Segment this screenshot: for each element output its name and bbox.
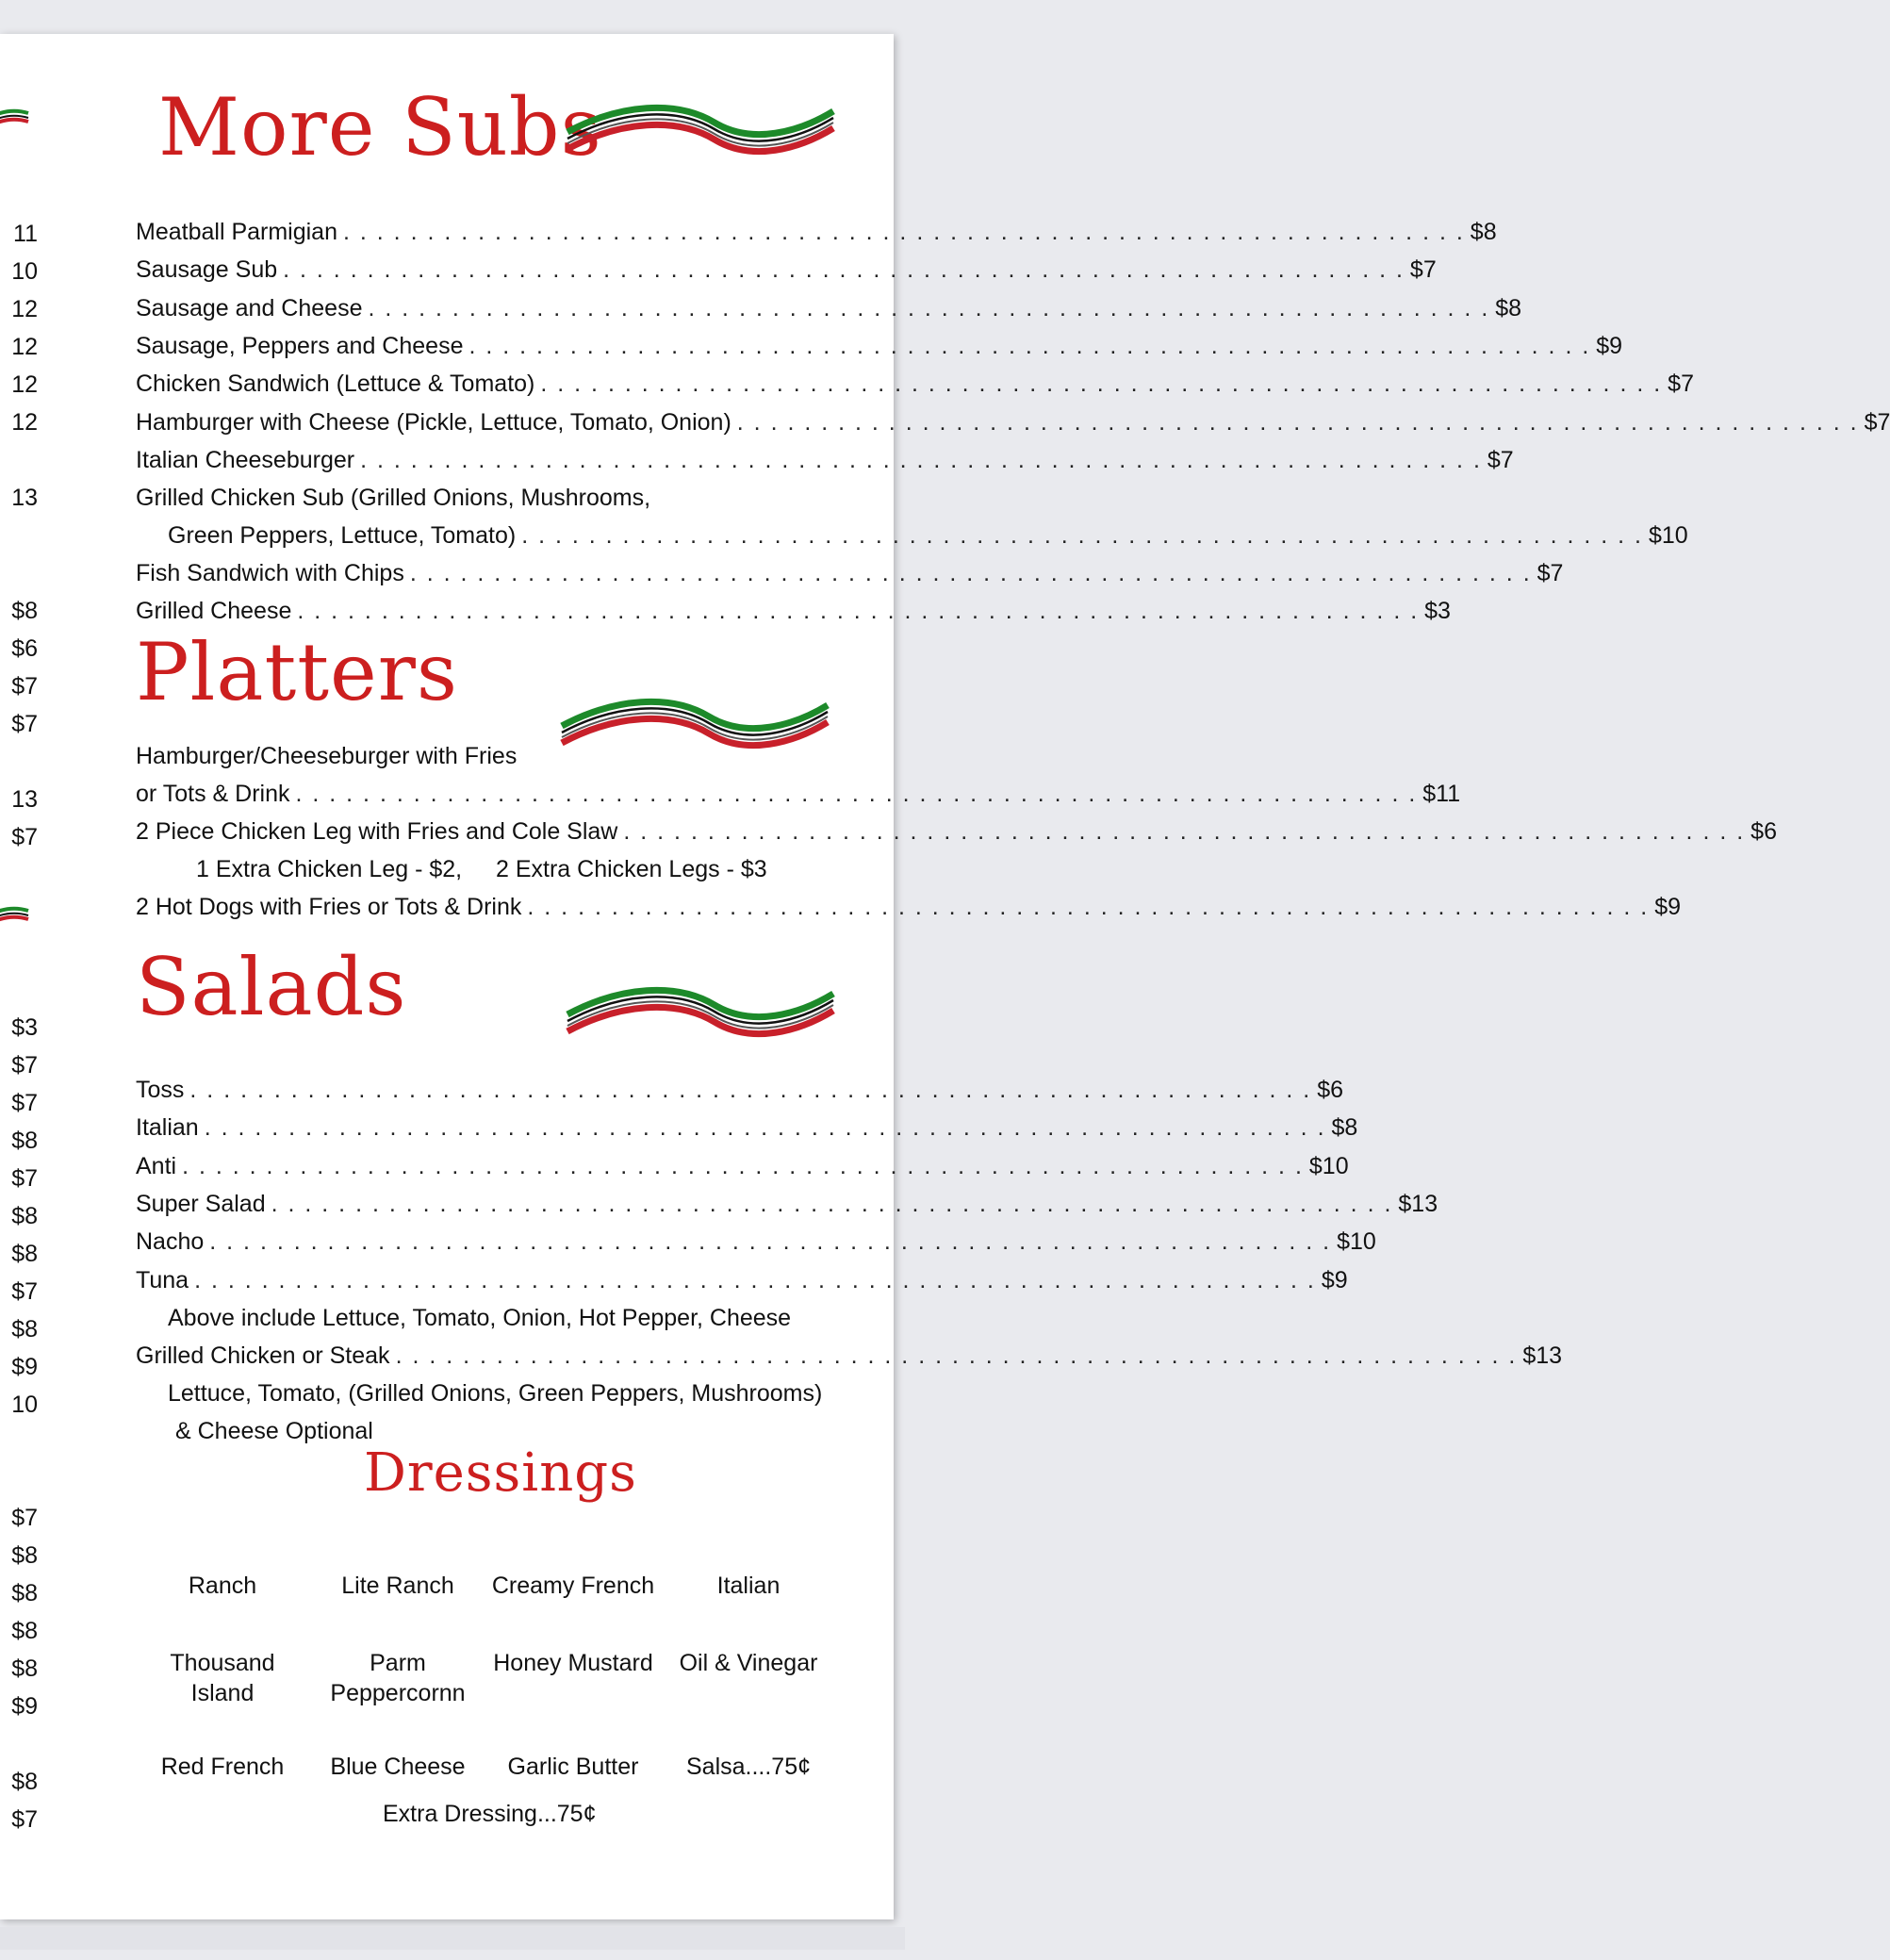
dot-leader: . . . . . . . . . . . . . . . . . . . . . . . . . . . . . . . . . . . . . . . . . . . . . . . . . . . . . . . . . . . . . . . . . . . <box>527 894 1650 920</box>
burger-platter-line1: Hamburger/Cheeseburger with Fries <box>136 743 518 769</box>
left-column-price: 11 <box>13 221 38 247</box>
left-column-price: $7 <box>11 824 38 850</box>
item-price: $10 <box>1308 1152 1349 1179</box>
dot-leader: . . . . . . . . . . . . . . . . . . . . . . . . . . . . . . . . . . . . . . . . . . . . . . . . . . . . . . . . . . . . . . . . . . . <box>271 1190 1393 1217</box>
more-subs-item <box>136 443 1514 481</box>
grilled-salad-note2: & Cheese Optional <box>175 1418 373 1444</box>
item-name: Grilled Chicken or Steak <box>136 1342 390 1369</box>
salad-item <box>136 1263 1348 1301</box>
left-column-price: 12 <box>11 371 38 398</box>
item-price: $6 <box>1750 818 1777 845</box>
left-column-price: $9 <box>11 1354 38 1380</box>
item-name: Nacho <box>136 1228 205 1256</box>
item-name: Italian Cheeseburger <box>136 446 355 473</box>
item-name: Toss <box>136 1077 185 1103</box>
item-price: $8 <box>1470 219 1497 245</box>
dot-leader: . . . . . . . . . . . . . . . . . . . . . . . . . . . . . . . . . . . . . . . . . . . . . . . . . . . . . . . . . . . . . . . . . . . <box>297 598 1420 624</box>
item-name: Sausage and Cheese <box>136 294 363 321</box>
left-column-price: 10 <box>11 1392 38 1418</box>
dot-leader: . . . . . . . . . . . . . . . . . . . . . . . . . . . . . . . . . . . . . . . . . . . . . . . . . . . . . . . . . . . . . . . . . . . <box>182 1152 1304 1179</box>
item-name: Fish Sandwich with Chips <box>136 560 404 586</box>
left-column-price: 12 <box>11 409 38 436</box>
wave-decoration-salads <box>564 977 837 1043</box>
dressing-option: Thousand Island <box>170 1650 275 1706</box>
item-name: or Tots & Drink <box>136 781 290 807</box>
dot-leader: . . . . . . . . . . . . . . . . . . . . . . . . . . . . . . . . . . . . . . . . . . . . . . . . . . . . . . . . . . . . . . . . . . . <box>468 332 1591 359</box>
item-price: $7 <box>1537 560 1564 586</box>
item-name: Anti <box>136 1152 177 1179</box>
left-column-price: $7 <box>11 1052 38 1079</box>
dot-leader: . . . . . . . . . . . . . . . . . . . . . . . . . . . . . . . . . . . . . . . . . . . . . . . . . . . . . . . . . . . . . . . . . . . <box>368 294 1490 321</box>
chicken-platter-item <box>136 815 1777 852</box>
left-column-price: $7 <box>11 1505 38 1531</box>
extra-chicken-two: 2 Extra Chicken Legs - $3 <box>496 856 767 882</box>
dressing-option: Red French <box>160 1754 285 1780</box>
item-price: $7 <box>1668 371 1694 398</box>
dressing-option: Ranch <box>188 1573 257 1599</box>
extra-dressing-note: Extra Dressing...75¢ <box>383 1801 597 1827</box>
dressing-option: Creamy French <box>491 1573 655 1599</box>
dressing-option: Honey Mustard <box>493 1650 653 1676</box>
item-price: $6 <box>1317 1077 1344 1103</box>
item-price: $7 <box>1409 256 1437 284</box>
item-price: $7 <box>1487 446 1514 473</box>
left-column-price: 10 <box>11 258 38 285</box>
dot-leader: . . . . . . . . . . . . . . . . . . . . . . . . . . . . . . . . . . . . . . . . . . . . . . . . . . . . . . . . . . . . . . . . . . . <box>623 818 1746 845</box>
dot-leader: . . . . . . . . . . . . . . . . . . . . . . . . . . . . . . . . . . . . . . . . . . . . . . . . . . . . . . . . . . . . . . . . . . . <box>521 522 1643 549</box>
dot-leader: . . . . . . . . . . . . . . . . . . . . . . . . . . . . . . . . . . . . . . . . . . . . . . . . . . . . . . . . . . . . . . . . . . . <box>204 1114 1326 1142</box>
grilled-chicken-steak-salad <box>136 1339 1563 1376</box>
item-name: Italian <box>136 1114 199 1142</box>
item-name: Hamburger with Cheese (Pickle, Lettuce, Tomato, Onion) <box>136 408 731 436</box>
left-column-price: $8 <box>11 598 38 624</box>
item-price: $13 <box>1398 1190 1438 1217</box>
dot-leader: . . . . . . . . . . . . . . . . . . . . . . . . . . . . . . . . . . . . . . . . . . . . . . . . . . . . . . . . . . . . . . . . . . . <box>209 1228 1332 1256</box>
salad-item <box>136 1111 1358 1148</box>
item-name: Sausage, Peppers and Cheese <box>136 332 464 359</box>
salads-include-note: Above include Lettuce, Tomato, Onion, Hot Pepper, Cheese <box>168 1305 792 1331</box>
dot-leader: . . . . . . . . . . . . . . . . . . . . . . . . . . . . . . . . . . . . . . . . . . . . . . . . . . . . . . . . . . . . . . . . . . . <box>360 446 1482 473</box>
more-subs-item <box>136 329 1623 367</box>
item-price: $9 <box>1654 894 1681 920</box>
item-name: Tuna <box>136 1266 189 1293</box>
platters-title: Platters <box>136 626 458 718</box>
item-price: $8 <box>1331 1114 1358 1142</box>
item-name: 2 Hot Dogs with Fries or Tots & Drink <box>136 894 522 920</box>
left-column-price: 12 <box>11 296 38 322</box>
more-subs-title: More Subs <box>158 81 602 173</box>
wave-decoration-left-mid <box>0 894 28 931</box>
left-column-price: $8 <box>11 1655 38 1682</box>
menu-page <box>0 34 1890 1919</box>
item-name: Grilled Cheese <box>136 598 292 624</box>
hotdog-platter-item <box>136 890 1681 928</box>
grilled-chicken-sub-line1: Grilled Chicken Sub (Grilled Onions, Mushrooms, <box>136 485 651 511</box>
item-price: $10 <box>1337 1228 1376 1256</box>
salad-item <box>136 1187 1438 1225</box>
dot-leader: . . . . . . . . . . . . . . . . . . . . . . . . . . . . . . . . . . . . . . . . . . . . . . . . . . . . . . . . . . . . . . . . . . . <box>736 408 1859 436</box>
dressing-option: Lite Ranch <box>341 1573 454 1599</box>
grilled-salad-note1: Lettuce, Tomato, (Grilled Onions, Green Peppers, Mushrooms) <box>168 1380 823 1407</box>
more-subs-item <box>136 556 1564 594</box>
dot-leader: . . . . . . . . . . . . . . . . . . . . . . . . . . . . . . . . . . . . . . . . . . . . . . . . . . . . . . . . . . . . . . . . . . . <box>540 371 1663 398</box>
more-subs-item <box>136 253 1437 290</box>
item-price: $9 <box>1596 332 1623 359</box>
item-name: Meatball Parmigian <box>136 219 337 245</box>
left-column-price: 12 <box>11 334 38 360</box>
grilled-chicken-sub-item <box>168 519 1688 556</box>
item-name: Green Peppers, Lettuce, Tomato) <box>168 522 517 549</box>
left-column-price: $7 <box>11 1806 38 1833</box>
salads-title: Salads <box>136 941 407 1033</box>
left-column-price: 13 <box>11 786 38 813</box>
dot-leader: . . . . . . . . . . . . . . . . . . . . . . . . . . . . . . . . . . . . . . . . . . . . . . . . . . . . . . . . . . . . . . . . . . . <box>283 256 1405 284</box>
burger-platter-item <box>136 777 1461 815</box>
wave-decoration-left-top <box>0 96 28 134</box>
left-column-cutoff <box>0 34 38 1919</box>
page-bottom-gap <box>0 1927 905 1950</box>
item-price: $11 <box>1422 781 1461 807</box>
left-column-price: $7 <box>11 1165 38 1192</box>
left-column-price: $7 <box>11 673 38 700</box>
left-column-price: $7 <box>11 1090 38 1116</box>
dot-leader: . . . . . . . . . . . . . . . . . . . . . . . . . . . . . . . . . . . . . . . . . . . . . . . . . . . . . . . . . . . . . . . . . . . <box>409 560 1532 586</box>
left-column-price: $8 <box>11 1128 38 1154</box>
left-column-price: $7 <box>11 711 38 737</box>
left-column-price: $7 <box>11 1278 38 1305</box>
left-column-price: $8 <box>11 1769 38 1795</box>
wave-decoration-more-subs <box>564 94 837 160</box>
salad-item <box>136 1149 1349 1187</box>
item-price: $10 <box>1649 522 1688 549</box>
left-column-price: $8 <box>11 1203 38 1229</box>
left-column-price: $8 <box>11 1618 38 1644</box>
left-column-price: $8 <box>11 1542 38 1569</box>
dressing-option: Garlic Butter <box>507 1754 639 1780</box>
more-subs-item <box>136 405 1890 443</box>
dressings-title: Dressings <box>364 1442 637 1504</box>
left-column-price: $8 <box>11 1241 38 1267</box>
dressing-option: Blue Cheese <box>330 1754 466 1780</box>
dot-leader: . . . . . . . . . . . . . . . . . . . . . . . . . . . . . . . . . . . . . . . . . . . . . . . . . . . . . . . . . . . . . . . . . . . <box>194 1266 1316 1293</box>
left-column-price: $6 <box>11 635 38 662</box>
item-price: $8 <box>1495 294 1522 321</box>
extra-chicken-one: 1 Extra Chicken Leg - $2, <box>196 856 463 882</box>
salad-item <box>136 1225 1376 1262</box>
left-column-price: $8 <box>11 1580 38 1606</box>
salad-item <box>136 1073 1344 1111</box>
more-subs-item <box>136 215 1497 253</box>
dot-leader: . . . . . . . . . . . . . . . . . . . . . . . . . . . . . . . . . . . . . . . . . . . . . . . . . . . . . . . . . . . . . . . . . . . <box>295 781 1418 807</box>
dressing-option: Oil & Vinegar <box>679 1650 818 1676</box>
item-name: Chicken Sandwich (Lettuce & Tomato) <box>136 371 535 398</box>
more-subs-item <box>136 291 1522 329</box>
item-price: $7 <box>1864 408 1890 436</box>
dot-leader: . . . . . . . . . . . . . . . . . . . . . . . . . . . . . . . . . . . . . . . . . . . . . . . . . . . . . . . . . . . . . . . . . . . <box>343 219 1465 245</box>
item-name: Super Salad <box>136 1190 266 1217</box>
left-column-price: $3 <box>11 1014 38 1041</box>
left-column-price: $9 <box>11 1693 38 1720</box>
item-name: Sausage Sub <box>136 256 278 284</box>
more-subs-item <box>136 367 1694 404</box>
dressing-option: Salsa....75¢ <box>685 1754 812 1780</box>
left-column-price: 13 <box>11 485 38 511</box>
item-price: $3 <box>1424 598 1451 624</box>
dot-leader: . . . . . . . . . . . . . . . . . . . . . . . . . . . . . . . . . . . . . . . . . . . . . . . . . . . . . . . . . . . . . . . . . . . <box>189 1077 1312 1103</box>
dressing-option: Italian <box>716 1573 781 1599</box>
item-name: 2 Piece Chicken Leg with Fries and Cole Slaw <box>136 818 618 845</box>
wave-decoration-platters <box>558 688 831 754</box>
left-column-price: $8 <box>11 1316 38 1342</box>
item-price: $13 <box>1522 1342 1563 1369</box>
dressing-option: Parm Peppercornn <box>330 1650 466 1706</box>
item-price: $9 <box>1321 1266 1348 1293</box>
dot-leader: . . . . . . . . . . . . . . . . . . . . . . . . . . . . . . . . . . . . . . . . . . . . . . . . . . . . . . . . . . . . . . . . . . . <box>395 1342 1518 1369</box>
